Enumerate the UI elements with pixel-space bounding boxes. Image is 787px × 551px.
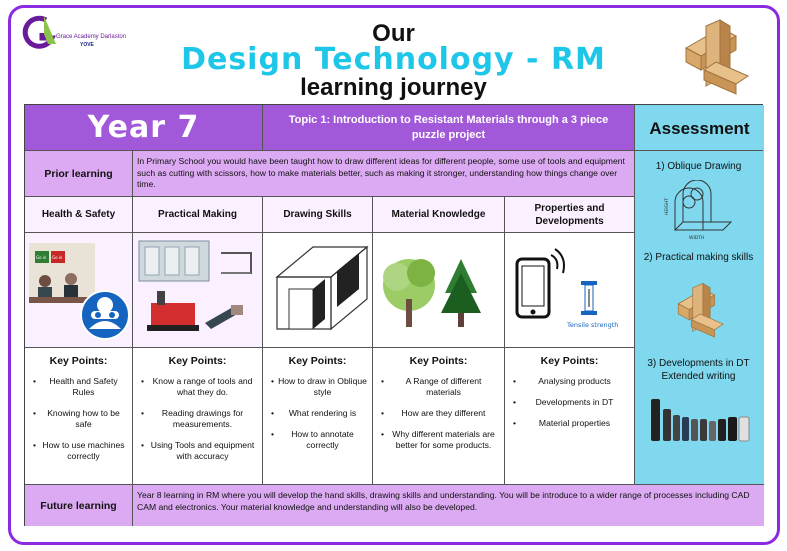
column-heading-properties-developments: Properties and Developments xyxy=(505,197,635,233)
key-point-item: • What rendering is xyxy=(267,408,368,419)
future-learning-label: Future learning xyxy=(25,485,133,526)
logo-name: Grace Academy Darlaston xyxy=(56,34,127,40)
trees-image xyxy=(373,233,503,346)
key-points-health-safety xyxy=(25,348,133,485)
key-point-item: • Know a range of tools and what they do. xyxy=(137,376,258,398)
logo-sub: YOVE xyxy=(80,42,94,48)
assessment-item-1: 1) Oblique Drawing xyxy=(655,161,742,172)
key-point-item: • Health and Safety Rules xyxy=(29,376,128,398)
column-heading-health-safety: Health & Safety xyxy=(25,197,133,233)
assessment-item-2: 2) Practical making skills xyxy=(643,252,754,263)
key-point-item: • How to draw in Oblique style xyxy=(267,376,368,398)
assessment-column xyxy=(635,105,764,485)
key-point-item: • Material properties xyxy=(509,418,630,429)
safety-sign-2-text: Go in xyxy=(52,255,63,260)
title-our: Our xyxy=(372,20,415,47)
key-points-practical-making xyxy=(133,348,263,485)
prior-learning-text: In Primary School you would have been taught how to draw different ideas for different people, some use of tools and equipment such as cutting with scissors, how to make materials better, such as making it stronger, understanding how things change over time. xyxy=(133,151,635,197)
key-points-title: Key Points: xyxy=(540,355,599,367)
column-heading-material-knowledge: Material Knowledge xyxy=(373,197,505,233)
year-heading: Year 7 xyxy=(25,105,263,151)
safety-sign-1-text: Go in xyxy=(36,255,47,260)
oblique-cube-image xyxy=(263,233,371,346)
key-point-item: • How to use machines correctly xyxy=(29,440,128,462)
wooden-puzzle-image xyxy=(676,18,756,98)
practical-making-image-cell xyxy=(133,233,263,348)
key-point-item: • Why different materials are better for some products. xyxy=(377,429,500,451)
phone-evolution-image xyxy=(649,395,753,445)
topic-heading: Topic 1: Introduction to Resistant Materials through a 3 piece puzzle project xyxy=(263,105,635,151)
future-learning-text: Year 8 learning in RM where you will develop the hand skills, drawing skills and understanding. You will be introduce to a wider range of processes including CAD CAM and electronics. Your material knowledge and understanding will also be developed. xyxy=(133,485,764,526)
key-points-title: Key Points: xyxy=(409,355,468,367)
title-journey: learning journey xyxy=(300,74,487,101)
tools-image xyxy=(133,233,261,346)
key-points-title: Key Points: xyxy=(49,355,108,367)
key-point-item: • How to annotate correctly xyxy=(267,429,368,451)
properties-image-cell xyxy=(505,233,635,348)
key-point-item: • Developments in DT xyxy=(509,397,630,408)
material-knowledge-image-cell xyxy=(373,233,505,348)
drawing-skills-image-cell xyxy=(263,233,373,348)
column-heading-drawing-skills: Drawing Skills xyxy=(263,197,373,233)
key-point-item: • Knowing how to be safe xyxy=(29,408,128,430)
assessment-title: Assessment xyxy=(649,119,750,138)
key-points-title: Key Points: xyxy=(168,355,227,367)
wooden-puzzle-small-image xyxy=(671,281,729,341)
drawing-width-label: WIDTH xyxy=(689,236,705,241)
phone-tensile-image xyxy=(505,233,633,346)
learning-journey-table xyxy=(24,104,763,526)
key-point-item: • Using Tools and equipment with accuracy xyxy=(137,440,258,462)
column-heading-practical-making: Practical Making xyxy=(133,197,263,233)
tensile-strength-label: Tensile strength xyxy=(567,321,619,329)
key-point-item: • Analysing products xyxy=(509,376,630,387)
key-points-title: Key Points: xyxy=(288,355,347,367)
key-point-item: • How are they different xyxy=(377,408,500,419)
assessment-item-3: 3) Developments in DT Extended writing xyxy=(647,358,750,382)
drawing-height-label: HEIGHT xyxy=(665,197,670,215)
key-point-item: • A Range of different materials xyxy=(377,376,500,398)
oblique-drawing-image xyxy=(663,180,735,242)
safety-photo-image xyxy=(25,233,131,346)
prior-learning-label: Prior learning xyxy=(25,151,133,197)
health-safety-image-cell xyxy=(25,233,133,348)
key-points-material-knowledge xyxy=(373,348,505,485)
key-points-drawing-skills xyxy=(263,348,373,485)
page-title: Design Technology - RM xyxy=(181,42,606,77)
key-point-item: • Reading drawings for measurements. xyxy=(137,408,258,430)
key-points-properties xyxy=(505,348,635,485)
